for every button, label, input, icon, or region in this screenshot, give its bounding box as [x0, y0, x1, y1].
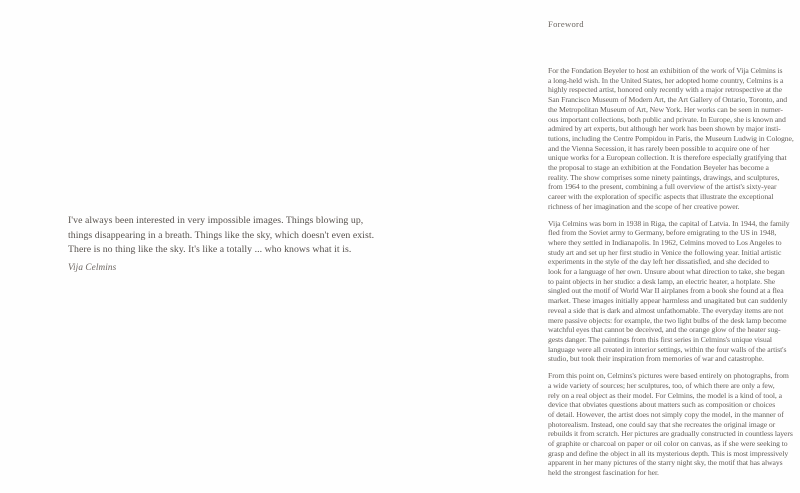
foreword-heading: Foreword	[548, 19, 584, 29]
text-line: admired by art experts, but although her work has been shown by major insti-	[548, 124, 781, 134]
text-line: tutions, including the Centre Pompidou in Paris, the Museum Ludwig in Cologne,	[548, 133, 794, 143]
text-line: things disappearing in a breath. Things like the sky, which doesn't even exist.	[68, 229, 375, 241]
text-line: richness of her imagination and the scope of her creative power.	[548, 201, 740, 211]
text-line: studio, but took their inspiration from memories of war and catastrophe.	[548, 354, 764, 364]
text-line: the Metropolitan Museum of Art, New York. Her works can be seen in numer-	[548, 104, 783, 114]
quote-attribution: Vija Celmins	[68, 262, 117, 272]
text-line: of detail. However, the artist does not simply copy the model, in the manner of	[548, 409, 784, 419]
text-line: For the Fondation Beyeler to host an exhibition of the work of Vija Celmins is	[548, 66, 783, 75]
foreword-text-column	[548, 66, 800, 478]
text-line: apparent in her many pictures of the starry night sky, the motif that has always	[548, 458, 783, 468]
text-line: from 1964 to the present, combining a full overview of the artist's sixty-year	[548, 182, 777, 192]
text-line: mere passive objects: for example, the two light bulbs of the desk lamp become	[548, 315, 787, 325]
text-line: career with the exploration of specific aspects that illustrate the exceptional	[548, 192, 774, 202]
foreword-paragraph-3	[548, 371, 800, 478]
text-line: device that obviates questions about matters such as composition or choices	[548, 400, 776, 410]
text-line: to paint objects in her studio: a desk lamp, an electric heater, a hotplate. She	[548, 276, 776, 286]
text-line: grasp and define the object in all its mysterious depth. This is most impressively	[548, 448, 789, 458]
text-line: look for a language of her own. Unsure about what direction to take, she began	[548, 267, 785, 277]
pull-quote	[68, 214, 398, 258]
text-line: fled from the Soviet army to Germany, before emigrating to the US in 1948,	[548, 228, 777, 238]
text-line: experiments in the style of the day left her dissatisfied, and she decided to	[548, 257, 769, 267]
text-line: singled out the motif of World War II airplanes from a book she found at a flea	[548, 286, 784, 296]
text-line: rebuilds it from scratch. Her pictures are gradually constructed in countless layers	[548, 429, 793, 439]
text-line: of graphite or charcoal on paper or oil color on canvas, as if she were seeking to	[548, 439, 788, 449]
text-line: language were all created in interior settings, within the four walls of the artist's	[548, 344, 787, 354]
text-line: From this point on, Celmins's pictures were based entirely on photographs, from	[548, 371, 789, 381]
text-line: market. These images initially appear harmless and unagitated but can suddenly	[548, 296, 788, 306]
text-line: rely on a real object as their model. For Celmins, the model is a kind of tool, a	[548, 390, 782, 400]
text-line: photorealism. Instead, one could say that she recreates the original image or	[548, 419, 776, 429]
text-line: ous important collections, both public and private. In Europe, she is known and	[548, 114, 786, 124]
text-line: a long-held wish. In the United States, her adopted home country, Celmins is a	[548, 75, 784, 85]
foreword-paragraph-1	[548, 66, 800, 212]
text-line: gests danger. The paintings from this first series in Celmins's unique visual	[548, 334, 772, 344]
text-line: a wide variety of sources; her sculptures, too, of which there are only a few,	[548, 380, 775, 390]
text-line: where they settled in Indianapolis. In 1962, Celmins moved to Los Angeles to	[548, 237, 782, 247]
foreword-paragraph-2	[548, 219, 800, 365]
text-line: watchful eyes that cannot be deceived, and the orange glow of the heater sug-	[548, 325, 781, 335]
text-line: and the Vienna Secession, it has rarely been possible to acquire one of her	[548, 143, 770, 153]
text-line: highly respected artist, honored only recently with a major retrospective at the	[548, 85, 782, 95]
text-line: Vija Celmins was born in 1938 in Riga, the capital of Latvia. In 1944, the family	[548, 218, 790, 228]
text-line: study art and set up her first studio in Venice the following year. Initial artistic	[548, 247, 782, 257]
text-line: held the strongest fascination for her.	[548, 468, 659, 478]
text-line: unique works for a European collection. It is therefore especially gratifying that	[548, 153, 787, 163]
text-line: There is no thing like the sky. It's like a totally ... who knows what it is.	[68, 244, 352, 256]
text-line: San Francisco Museum of Modern Art, the Art Gallery of Ontario, Toronto, and	[548, 95, 787, 105]
text-line: the proposal to stage an exhibition at the Fondation Beyeler has become a	[548, 163, 769, 173]
text-line: reveal a side that is dark and almost unfathomable. The everyday items are not	[548, 305, 784, 315]
right-page	[400, 0, 800, 493]
text-line: reality. The show comprises some ninety paintings, drawings, and sculptures,	[548, 172, 780, 182]
text-line: I've always been interested in very impossible images. Things blowing up,	[68, 215, 364, 226]
